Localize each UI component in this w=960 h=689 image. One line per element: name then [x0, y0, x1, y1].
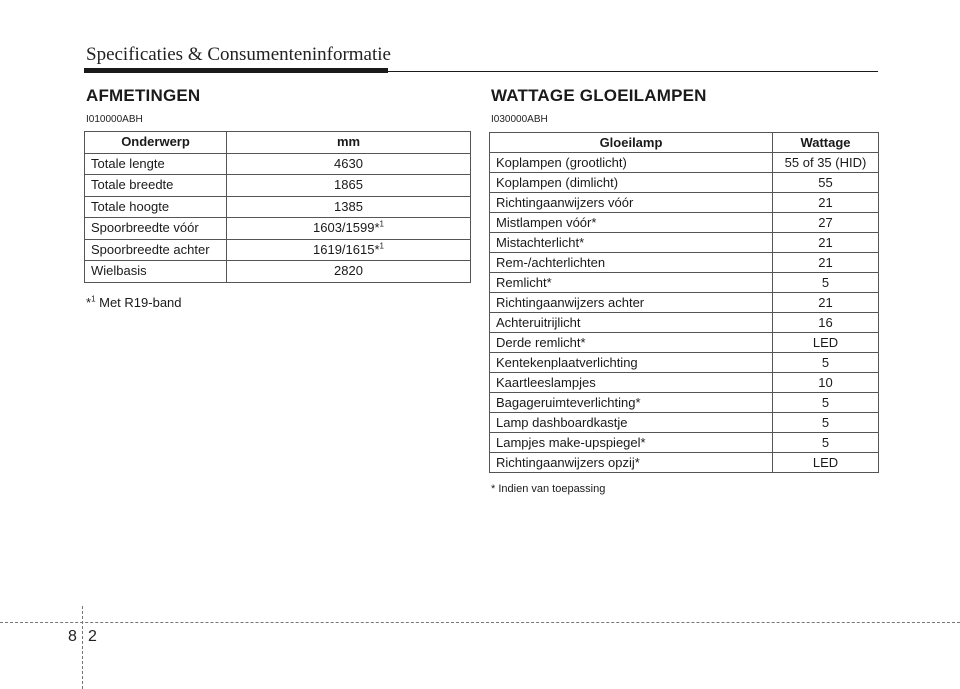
- bulbs-header-row: [490, 133, 879, 153]
- dimension-label: Totale hoogte: [85, 196, 227, 218]
- bulb-wattage: 5: [773, 353, 879, 373]
- bulb-label: Mistlampen vóór*: [490, 213, 773, 233]
- table-row: [85, 153, 471, 175]
- bulb-label: Richtingaanwijzers achter: [490, 293, 773, 313]
- chapter-title: Specificaties & Consumenteninformatie: [86, 44, 391, 65]
- bulb-wattage: 21: [773, 253, 879, 273]
- bulb-label: Derde remlicht*: [490, 333, 773, 353]
- bulb-wattage: 5: [773, 273, 879, 293]
- bulb-label: Koplampen (dimlicht): [490, 173, 773, 193]
- bulb-label: Mistachterlicht*: [490, 233, 773, 253]
- table-row: [85, 175, 471, 197]
- dimension-label: Totale lengte: [85, 153, 227, 175]
- table-row: [490, 233, 879, 253]
- dimension-value: 1385: [227, 196, 471, 218]
- bulb-wattage: LED: [773, 453, 879, 473]
- dimension-label: Totale breedte: [85, 175, 227, 197]
- bulbs-title: WATTAGE GLOEILAMPEN: [491, 86, 707, 105]
- table-row: [490, 273, 879, 293]
- table-row: [85, 196, 471, 218]
- bulb-label: Richtingaanwijzers opzij*: [490, 453, 773, 473]
- table-row: [85, 218, 471, 240]
- dimension-label: Spoorbreedte achter: [85, 239, 227, 261]
- bulb-wattage: 27: [773, 213, 879, 233]
- bulb-label: Kentekenplaatverlichting: [490, 353, 773, 373]
- header-rule-thin: [84, 71, 878, 72]
- table-row: [490, 313, 879, 333]
- bulbs-header-bulb: Gloeilamp: [490, 133, 773, 153]
- dimensions-code: I010000ABH: [86, 114, 143, 125]
- bulb-wattage: 5: [773, 433, 879, 453]
- bulb-label: Richtingaanwijzers vóór: [490, 193, 773, 213]
- bulb-label: Achteruitrijlicht: [490, 313, 773, 333]
- table-row: [490, 153, 879, 173]
- bulb-wattage: 21: [773, 193, 879, 213]
- dimensions-header-row: [85, 132, 471, 154]
- table-row: [490, 193, 879, 213]
- table-row: [490, 213, 879, 233]
- table-row: [490, 453, 879, 473]
- bulb-wattage: 55: [773, 173, 879, 193]
- bulb-wattage: LED: [773, 333, 879, 353]
- bulb-wattage: 21: [773, 293, 879, 313]
- bulb-wattage: 16: [773, 313, 879, 333]
- dimension-value: 4630: [227, 153, 471, 175]
- bulbs-table: [489, 132, 879, 473]
- dimension-value: 1619/1615*$^1$: [227, 239, 471, 261]
- dimension-value: 1865: [227, 175, 471, 197]
- dimension-value: 2820: [227, 261, 471, 283]
- bulb-label: Lampjes make-upspiegel*: [490, 433, 773, 453]
- table-row: [490, 253, 879, 273]
- bulb-wattage: 5: [773, 413, 879, 433]
- page-number-page: 2: [88, 628, 97, 645]
- bulb-label: Bagageruimteverlichting*: [490, 393, 773, 413]
- table-row: [490, 353, 879, 373]
- table-row: [85, 261, 471, 283]
- bulb-wattage: 55 of 35 (HID): [773, 153, 879, 173]
- table-row: [85, 239, 471, 261]
- bulb-label: Remlicht*: [490, 273, 773, 293]
- footer-dashed-rule: [0, 622, 960, 623]
- table-row: [490, 373, 879, 393]
- table-row: [490, 433, 879, 453]
- dimension-label: Spoorbreedte vóór: [85, 218, 227, 240]
- dimension-value: 1603/1599*$^1$: [227, 218, 471, 240]
- bulb-wattage: 21: [773, 233, 879, 253]
- footer-dashed-divider: [82, 606, 83, 689]
- table-row: [490, 333, 879, 353]
- bulbs-footnote: * Indien van toepassing: [491, 483, 606, 495]
- table-row: [490, 413, 879, 433]
- dimensions-table: [84, 131, 471, 283]
- page-number-section: 8: [68, 628, 77, 645]
- table-row: [490, 393, 879, 413]
- bulbs-code: I030000ABH: [491, 114, 548, 125]
- bulb-label: Lamp dashboardkastje: [490, 413, 773, 433]
- dimensions-header-item: Onderwerp: [85, 132, 227, 154]
- dimensions-header-mm: mm: [227, 132, 471, 154]
- dimensions-title: AFMETINGEN: [86, 86, 201, 105]
- dimensions-footnote: *$^1$ Met R19-band: [86, 294, 182, 310]
- bulb-label: Rem-/achterlichten: [490, 253, 773, 273]
- table-row: [490, 293, 879, 313]
- table-row: [490, 173, 879, 193]
- bulb-label: Koplampen (grootlicht): [490, 153, 773, 173]
- bulbs-header-wattage: Wattage: [773, 133, 879, 153]
- dimension-label: Wielbasis: [85, 261, 227, 283]
- bulb-wattage: 10: [773, 373, 879, 393]
- bulb-label: Kaartleeslampjes: [490, 373, 773, 393]
- bulb-wattage: 5: [773, 393, 879, 413]
